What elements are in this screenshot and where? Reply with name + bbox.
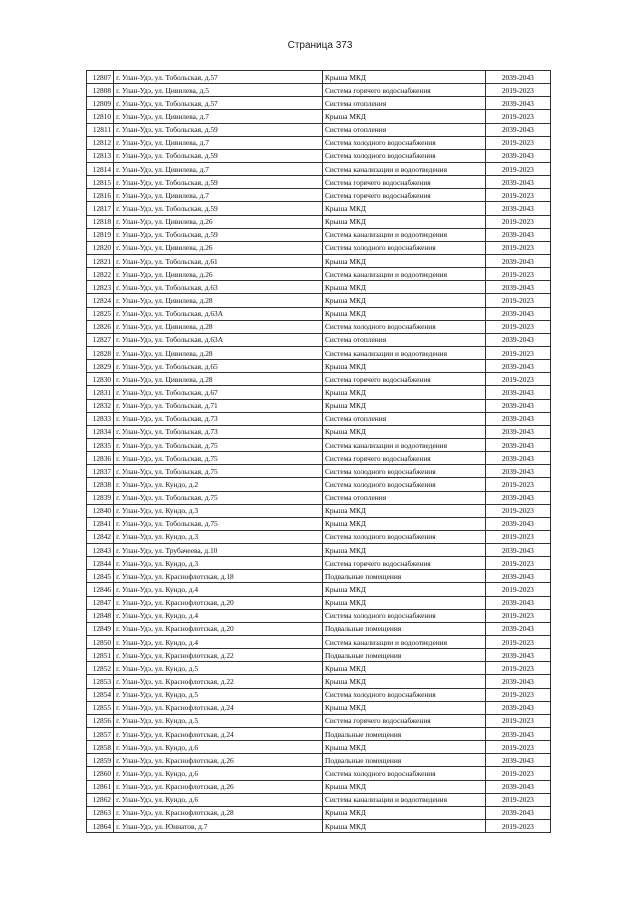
work-type-cell: Крыша МКД [323, 71, 486, 84]
row-number-cell: 12849 [87, 622, 114, 635]
work-type-cell: Крыша МКД [323, 662, 486, 675]
work-type-cell: Система холодного водоснабжения [323, 149, 486, 162]
table-row [87, 71, 551, 84]
row-number-cell: 12823 [87, 281, 114, 294]
address-cell: г. Улан-Удэ, ул. Тобольская, д.61 [114, 254, 323, 267]
period-cell: 2039-2043 [485, 412, 550, 425]
table-row [87, 570, 551, 583]
period-cell: 2039-2043 [485, 780, 550, 793]
address-cell: г. Улан-Удэ, ул. Тобольская, д.75 [114, 465, 323, 478]
period-cell: 2019-2023 [485, 294, 550, 307]
row-number-cell: 12864 [87, 820, 114, 833]
period-cell: 2039-2043 [485, 649, 550, 662]
work-type-cell: Крыша МКД [323, 215, 486, 228]
address-cell: г. Улан-Удэ, ул. Цивилева, д.28 [114, 346, 323, 359]
work-type-cell: Крыша МКД [323, 360, 486, 373]
row-number-cell: 12862 [87, 793, 114, 806]
address-cell: г. Улан-Удэ, ул. Цивилева, д.7 [114, 189, 323, 202]
table-row [87, 806, 551, 819]
address-cell: г. Улан-Удэ, ул. Кундо, д.4 [114, 636, 323, 649]
work-type-cell: Система холодного водоснабжения [323, 688, 486, 701]
row-number-cell: 12846 [87, 583, 114, 596]
period-cell: 2039-2043 [485, 622, 550, 635]
address-cell: г. Улан-Удэ, ул. Цивилева, д.28 [114, 294, 323, 307]
row-number-cell: 12830 [87, 373, 114, 386]
address-cell: г. Улан-Удэ, ул. Кундо, д.3 [114, 557, 323, 570]
address-cell: г. Улан-Удэ, ул. Кундо, д.5 [114, 662, 323, 675]
table-row [87, 360, 551, 373]
work-type-cell: Система холодного водоснабжения [323, 609, 486, 622]
row-number-cell: 12853 [87, 675, 114, 688]
period-cell: 2019-2023 [485, 767, 550, 780]
address-cell: г. Улан-Удэ, ул. Краснофлотская, д.26 [114, 780, 323, 793]
address-cell: г. Улан-Удэ, ул. Краснофлотская, д.28 [114, 806, 323, 819]
row-number-cell: 12843 [87, 544, 114, 557]
table-row [87, 268, 551, 281]
row-number-cell: 12855 [87, 701, 114, 714]
period-cell: 2039-2043 [485, 701, 550, 714]
address-cell: г. Улан-Удэ, ул. Тобольская, д.59 [114, 228, 323, 241]
row-number-cell: 12827 [87, 333, 114, 346]
period-cell: 2019-2023 [485, 793, 550, 806]
table-row [87, 688, 551, 701]
table-row [87, 728, 551, 741]
period-cell: 2019-2023 [485, 714, 550, 727]
row-number-cell: 12819 [87, 228, 114, 241]
address-cell: г. Улан-Удэ, ул. Краснофлотская, д.24 [114, 701, 323, 714]
row-number-cell: 12850 [87, 636, 114, 649]
period-cell: 2039-2043 [485, 465, 550, 478]
address-cell: г. Улан-Удэ, ул. Кундо, д.3 [114, 504, 323, 517]
row-number-cell: 12824 [87, 294, 114, 307]
work-type-cell: Система горячего водоснабжения [323, 714, 486, 727]
table-row [87, 110, 551, 123]
work-type-cell: Система канализации и водоотведения [323, 162, 486, 175]
period-cell: 2039-2043 [485, 517, 550, 530]
period-cell: 2039-2043 [485, 806, 550, 819]
table-row [87, 215, 551, 228]
address-cell: г. Улан-Удэ, ул. Кундо, д.6 [114, 793, 323, 806]
work-type-cell: Система горячего водоснабжения [323, 189, 486, 202]
table-row [87, 320, 551, 333]
row-number-cell: 12808 [87, 84, 114, 97]
row-number-cell: 12844 [87, 557, 114, 570]
row-number-cell: 12839 [87, 491, 114, 504]
period-cell: 2019-2023 [485, 662, 550, 675]
period-cell: 2019-2023 [485, 320, 550, 333]
work-type-cell: Крыша МКД [323, 425, 486, 438]
period-cell: 2039-2043 [485, 360, 550, 373]
period-cell: 2019-2023 [485, 504, 550, 517]
work-type-cell: Система холодного водоснабжения [323, 767, 486, 780]
table-row [87, 386, 551, 399]
row-number-cell: 12809 [87, 97, 114, 110]
address-cell: г. Улан-Удэ, ул. Тобольская, д.75 [114, 438, 323, 451]
period-cell: 2039-2043 [485, 728, 550, 741]
row-number-cell: 12836 [87, 452, 114, 465]
period-cell: 2039-2043 [485, 452, 550, 465]
work-type-cell: Система канализации и водоотведения [323, 438, 486, 451]
table-row [87, 583, 551, 596]
work-type-cell: Система канализации и водоотведения [323, 268, 486, 281]
address-cell: г. Улан-Удэ, ул. Краснофлотская, д.22 [114, 649, 323, 662]
row-number-cell: 12811 [87, 123, 114, 136]
period-cell: 2039-2043 [485, 754, 550, 767]
row-number-cell: 12807 [87, 71, 114, 84]
row-number-cell: 12840 [87, 504, 114, 517]
table-row [87, 412, 551, 425]
period-cell: 2019-2023 [485, 110, 550, 123]
work-type-cell: Крыша МКД [323, 294, 486, 307]
work-type-cell: Система холодного водоснабжения [323, 478, 486, 491]
table-row [87, 701, 551, 714]
address-cell: г. Улан-Удэ, ул. Кундо, д.3 [114, 530, 323, 543]
period-cell: 2039-2043 [485, 254, 550, 267]
table-row [87, 84, 551, 97]
row-number-cell: 12810 [87, 110, 114, 123]
table-row [87, 97, 551, 110]
work-type-cell: Система холодного водоснабжения [323, 241, 486, 254]
address-cell: г. Улан-Удэ, ул. Краснофлотская, д.20 [114, 622, 323, 635]
period-cell: 2039-2043 [485, 176, 550, 189]
register-table-body [87, 71, 551, 833]
work-type-cell: Подвальные помещения [323, 622, 486, 635]
work-type-cell: Система горячего водоснабжения [323, 84, 486, 97]
address-cell: г. Улан-Удэ, ул. Кундо, д.5 [114, 688, 323, 701]
work-type-cell: Подвальные помещения [323, 649, 486, 662]
address-cell: г. Улан-Удэ, ул. Трубачеева, д.10 [114, 544, 323, 557]
address-cell: г. Улан-Удэ, ул. Краснофлотская, д.18 [114, 570, 323, 583]
table-row [87, 241, 551, 254]
table-row [87, 517, 551, 530]
period-cell: 2019-2023 [485, 241, 550, 254]
period-cell: 2019-2023 [485, 583, 550, 596]
row-number-cell: 12813 [87, 149, 114, 162]
period-cell: 2039-2043 [485, 97, 550, 110]
period-cell: 2039-2043 [485, 425, 550, 438]
work-type-cell: Система отопления [323, 333, 486, 346]
period-cell: 2019-2023 [485, 741, 550, 754]
table-row [87, 254, 551, 267]
period-cell: 2019-2023 [485, 162, 550, 175]
work-type-cell: Подвальные помещения [323, 754, 486, 767]
table-row [87, 767, 551, 780]
work-type-cell: Система холодного водоснабжения [323, 320, 486, 333]
row-number-cell: 12818 [87, 215, 114, 228]
row-number-cell: 12860 [87, 767, 114, 780]
table-row [87, 636, 551, 649]
row-number-cell: 12829 [87, 360, 114, 373]
row-number-cell: 12851 [87, 649, 114, 662]
work-type-cell: Система отопления [323, 97, 486, 110]
period-cell: 2039-2043 [485, 438, 550, 451]
address-cell: г. Улан-Удэ, ул. Тобольская, д.59 [114, 176, 323, 189]
table-row [87, 452, 551, 465]
work-type-cell: Крыша МКД [323, 517, 486, 530]
work-type-cell: Система холодного водоснабжения [323, 136, 486, 149]
period-cell: 2039-2043 [485, 228, 550, 241]
period-cell: 2039-2043 [485, 596, 550, 609]
address-cell: г. Улан-Удэ, ул. Кундо, д.6 [114, 741, 323, 754]
row-number-cell: 12828 [87, 346, 114, 359]
table-row [87, 714, 551, 727]
address-cell: г. Улан-Удэ, ул. Краснофлотская, д.22 [114, 675, 323, 688]
row-number-cell: 12815 [87, 176, 114, 189]
table-row [87, 649, 551, 662]
address-cell: г. Улан-Удэ, ул. Цивилева, д.26 [114, 215, 323, 228]
work-type-cell: Крыша МКД [323, 399, 486, 412]
table-row [87, 780, 551, 793]
address-cell: г. Улан-Удэ, ул. Цивилева, д.26 [114, 268, 323, 281]
row-number-cell: 12847 [87, 596, 114, 609]
register-table [86, 70, 551, 833]
address-cell: г. Улан-Удэ, ул. Кундо, д.2 [114, 478, 323, 491]
work-type-cell: Крыша МКД [323, 675, 486, 688]
table-row [87, 544, 551, 557]
work-type-cell: Подвальные помещения [323, 728, 486, 741]
table-row [87, 202, 551, 215]
address-cell: г. Улан-Удэ, ул. Тобольская, д.57 [114, 97, 323, 110]
address-cell: г. Улан-Удэ, ул. Тобольская, д.59 [114, 149, 323, 162]
work-type-cell: Система горячего водоснабжения [323, 373, 486, 386]
row-number-cell: 12858 [87, 741, 114, 754]
row-number-cell: 12857 [87, 728, 114, 741]
address-cell: г. Улан-Удэ, ул. Цивилева, д.7 [114, 110, 323, 123]
table-row [87, 596, 551, 609]
address-cell: г. Улан-Удэ, ул. Кундо, д.5 [114, 714, 323, 727]
address-cell: г. Улан-Удэ, ул. Тобольская, д.57 [114, 71, 323, 84]
row-number-cell: 12845 [87, 570, 114, 583]
row-number-cell: 12838 [87, 478, 114, 491]
address-cell: г. Улан-Удэ, ул. Краснофлотская, д.26 [114, 754, 323, 767]
table-row [87, 123, 551, 136]
address-cell: г. Улан-Удэ, ул. Краснофлотская, д.24 [114, 728, 323, 741]
period-cell: 2019-2023 [485, 688, 550, 701]
address-cell: г. Улан-Удэ, ул. Тобольская, д.73 [114, 412, 323, 425]
period-cell: 2039-2043 [485, 202, 550, 215]
table-row [87, 491, 551, 504]
address-cell: г. Улан-Удэ, ул. Кундо, д.6 [114, 767, 323, 780]
work-type-cell: Система горячего водоснабжения [323, 176, 486, 189]
table-row [87, 557, 551, 570]
period-cell: 2019-2023 [485, 373, 550, 386]
table-row [87, 820, 551, 833]
address-cell: г. Улан-Удэ, ул. Тобольская, д.63 [114, 281, 323, 294]
row-number-cell: 12822 [87, 268, 114, 281]
row-number-cell: 12817 [87, 202, 114, 215]
work-type-cell: Система отопления [323, 491, 486, 504]
row-number-cell: 12821 [87, 254, 114, 267]
address-cell: г. Улан-Удэ, ул. Тобольская, д.59 [114, 123, 323, 136]
address-cell: г. Улан-Удэ, ул. Тобольская, д.63А [114, 333, 323, 346]
row-number-cell: 12814 [87, 162, 114, 175]
table-row [87, 176, 551, 189]
table-row [87, 189, 551, 202]
address-cell: г. Улан-Удэ, ул. Тобольская, д.75 [114, 517, 323, 530]
address-cell: г. Улан-Удэ, ул. Тобольская, д.59 [114, 202, 323, 215]
row-number-cell: 12834 [87, 425, 114, 438]
period-cell: 2019-2023 [485, 636, 550, 649]
work-type-cell: Система канализации и водоотведения [323, 793, 486, 806]
row-number-cell: 12820 [87, 241, 114, 254]
table-row [87, 504, 551, 517]
period-cell: 2039-2043 [485, 123, 550, 136]
row-number-cell: 12863 [87, 806, 114, 819]
period-cell: 2019-2023 [485, 609, 550, 622]
work-type-cell: Крыша МКД [323, 701, 486, 714]
work-type-cell: Крыша МКД [323, 741, 486, 754]
period-cell: 2019-2023 [485, 478, 550, 491]
work-type-cell: Система отопления [323, 123, 486, 136]
work-type-cell: Крыша МКД [323, 386, 486, 399]
table-row [87, 425, 551, 438]
table-row [87, 162, 551, 175]
work-type-cell: Система холодного водоснабжения [323, 465, 486, 478]
work-type-cell: Крыша МКД [323, 596, 486, 609]
period-cell: 2039-2043 [485, 71, 550, 84]
table-row [87, 228, 551, 241]
period-cell: 2019-2023 [485, 530, 550, 543]
address-cell: г. Улан-Удэ, ул. Цивилева, д.7 [114, 162, 323, 175]
work-type-cell: Система канализации и водоотведения [323, 346, 486, 359]
row-number-cell: 12816 [87, 189, 114, 202]
table-row [87, 307, 551, 320]
row-number-cell: 12812 [87, 136, 114, 149]
period-cell: 2019-2023 [485, 268, 550, 281]
work-type-cell: Система горячего водоснабжения [323, 557, 486, 570]
table-row [87, 136, 551, 149]
work-type-cell: Крыша МКД [323, 202, 486, 215]
table-row [87, 793, 551, 806]
table-row [87, 465, 551, 478]
row-number-cell: 12841 [87, 517, 114, 530]
table-row [87, 373, 551, 386]
row-number-cell: 12835 [87, 438, 114, 451]
address-cell: г. Улан-Удэ, ул. Цивилева, д.28 [114, 320, 323, 333]
table-row [87, 478, 551, 491]
address-cell: г. Улан-Удэ, ул. Тобольская, д.73 [114, 425, 323, 438]
address-cell: г. Улан-Удэ, ул. Юннатов, д.7 [114, 820, 323, 833]
work-type-cell: Крыша МКД [323, 583, 486, 596]
work-type-cell: Крыша МКД [323, 806, 486, 819]
work-type-cell: Крыша МКД [323, 820, 486, 833]
table-row [87, 149, 551, 162]
period-cell: 2039-2043 [485, 570, 550, 583]
period-cell: 2019-2023 [485, 346, 550, 359]
work-type-cell: Подвальные помещения [323, 570, 486, 583]
row-number-cell: 12837 [87, 465, 114, 478]
work-type-cell: Система холодного водоснабжения [323, 530, 486, 543]
page-title: Страница 373 [287, 40, 353, 51]
work-type-cell: Система отопления [323, 412, 486, 425]
period-cell: 2039-2043 [485, 491, 550, 504]
period-cell: 2019-2023 [485, 215, 550, 228]
table-row [87, 675, 551, 688]
period-cell: 2019-2023 [485, 820, 550, 833]
row-number-cell: 12833 [87, 412, 114, 425]
period-cell: 2019-2023 [485, 557, 550, 570]
period-cell: 2039-2043 [485, 544, 550, 557]
work-type-cell: Система канализации и водоотведения [323, 228, 486, 241]
table-row [87, 754, 551, 767]
table-row [87, 530, 551, 543]
table-row [87, 662, 551, 675]
row-number-cell: 12856 [87, 714, 114, 727]
period-cell: 2039-2043 [485, 149, 550, 162]
address-cell: г. Улан-Удэ, ул. Цивилева, д.26 [114, 241, 323, 254]
address-cell: г. Улан-Удэ, ул. Тобольская, д.71 [114, 399, 323, 412]
period-cell: 2039-2043 [485, 399, 550, 412]
row-number-cell: 12859 [87, 754, 114, 767]
table-row [87, 346, 551, 359]
period-cell: 2039-2043 [485, 675, 550, 688]
period-cell: 2039-2043 [485, 281, 550, 294]
address-cell: г. Улан-Удэ, ул. Кундо, д.4 [114, 583, 323, 596]
address-cell: г. Улан-Удэ, ул. Тобольская, д.75 [114, 452, 323, 465]
work-type-cell: Система горячего водоснабжения [323, 452, 486, 465]
table-row [87, 438, 551, 451]
table-row [87, 609, 551, 622]
row-number-cell: 12832 [87, 399, 114, 412]
address-cell: г. Улан-Удэ, ул. Тобольская, д.67 [114, 386, 323, 399]
period-cell: 2039-2043 [485, 386, 550, 399]
period-cell: 2019-2023 [485, 189, 550, 202]
table-row [87, 281, 551, 294]
work-type-cell: Система канализации и водоотведения [323, 636, 486, 649]
period-cell: 2019-2023 [485, 84, 550, 97]
work-type-cell: Крыша МКД [323, 254, 486, 267]
work-type-cell: Крыша МКД [323, 110, 486, 123]
address-cell: г. Улан-Удэ, ул. Тобольская, д.65 [114, 360, 323, 373]
period-cell: 2039-2043 [485, 307, 550, 320]
row-number-cell: 12831 [87, 386, 114, 399]
table-row [87, 399, 551, 412]
row-number-cell: 12852 [87, 662, 114, 675]
period-cell: 2039-2043 [485, 333, 550, 346]
row-number-cell: 12825 [87, 307, 114, 320]
table-row [87, 333, 551, 346]
row-number-cell: 12861 [87, 780, 114, 793]
address-cell: г. Улан-Удэ, ул. Тобольская, д.75 [114, 491, 323, 504]
work-type-cell: Крыша МКД [323, 281, 486, 294]
table-row [87, 622, 551, 635]
address-cell: г. Улан-Удэ, ул. Кундо, д.4 [114, 609, 323, 622]
period-cell: 2019-2023 [485, 136, 550, 149]
work-type-cell: Крыша МКД [323, 504, 486, 517]
address-cell: г. Улан-Удэ, ул. Тобольская, д.63А [114, 307, 323, 320]
row-number-cell: 12854 [87, 688, 114, 701]
address-cell: г. Улан-Удэ, ул. Краснофлотская, д.20 [114, 596, 323, 609]
work-type-cell: Крыша МКД [323, 307, 486, 320]
table-row [87, 741, 551, 754]
row-number-cell: 12826 [87, 320, 114, 333]
table-row [87, 294, 551, 307]
work-type-cell: Крыша МКД [323, 544, 486, 557]
address-cell: г. Улан-Удэ, ул. Цивилева, д.5 [114, 84, 323, 97]
address-cell: г. Улан-Удэ, ул. Цивилева, д.28 [114, 373, 323, 386]
row-number-cell: 12848 [87, 609, 114, 622]
work-type-cell: Крыша МКД [323, 780, 486, 793]
row-number-cell: 12842 [87, 530, 114, 543]
address-cell: г. Улан-Удэ, ул. Цивилева, д.7 [114, 136, 323, 149]
